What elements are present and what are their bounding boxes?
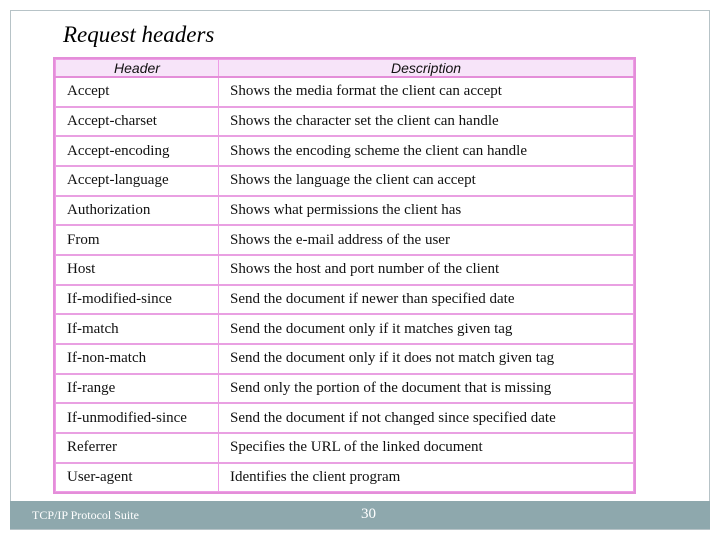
description-cell: Shows the host and port number of the client [219,255,634,285]
description-cell: Shows the media format the client can accept [219,77,634,107]
slide-title: Request headers [63,22,215,47]
header-name-cell: Accept [56,77,219,107]
column-header-header: Header [56,60,219,78]
header-name-cell: If-match [56,314,219,344]
table-row [56,136,634,166]
table-row [56,463,634,492]
description-cell: Shows the encoding scheme the client can handle [219,136,634,166]
table-row [56,196,634,226]
table-row [56,255,634,285]
header-name-cell: Accept-language [56,166,219,196]
header-name-cell: If-range [56,374,219,404]
header-name-cell: Authorization [56,196,219,226]
table-row [56,225,634,255]
header-name-cell: From [56,225,219,255]
header-name-cell: If-unmodified-since [56,403,219,433]
description-cell: Identifies the client program [219,463,634,492]
footer-bar [10,501,710,529]
description-cell: Specifies the URL of the linked document [219,433,634,463]
description-cell: Shows the language the client can accept [219,166,634,196]
description-cell: Send the document only if it matches given tag [219,314,634,344]
description-cell: Send the document if newer than specified date [219,285,634,315]
table-row [56,107,634,137]
table-row [56,403,634,433]
header-name-cell: If-modified-since [56,285,219,315]
header-name-cell: Accept-encoding [56,136,219,166]
table-row [56,433,634,463]
table-row [56,166,634,196]
table-row [56,314,634,344]
header-name-cell: Host [56,255,219,285]
header-name-cell: User-agent [56,463,219,492]
table-row [56,374,634,404]
footer-course-title: TCP/IP Protocol Suite [32,508,139,522]
column-header-description: Description [219,60,634,78]
description-cell: Shows the e-mail address of the user [219,225,634,255]
description-cell: Send the document if not changed since specified date [219,403,634,433]
table-row [56,285,634,315]
page-number: 30 [361,506,376,522]
description-cell: Send only the portion of the document that is missing [219,374,634,404]
description-cell: Shows what permissions the client has [219,196,634,226]
header-name-cell: If-non-match [56,344,219,374]
table-row [56,344,634,374]
table-header-row [56,60,634,78]
header-name-cell: Referrer [56,433,219,463]
table-row [56,77,634,107]
request-headers-table [53,57,636,494]
header-name-cell: Accept-charset [56,107,219,137]
description-cell: Shows the character set the client can handle [219,107,634,137]
description-cell: Send the document only if it does not match given tag [219,344,634,374]
